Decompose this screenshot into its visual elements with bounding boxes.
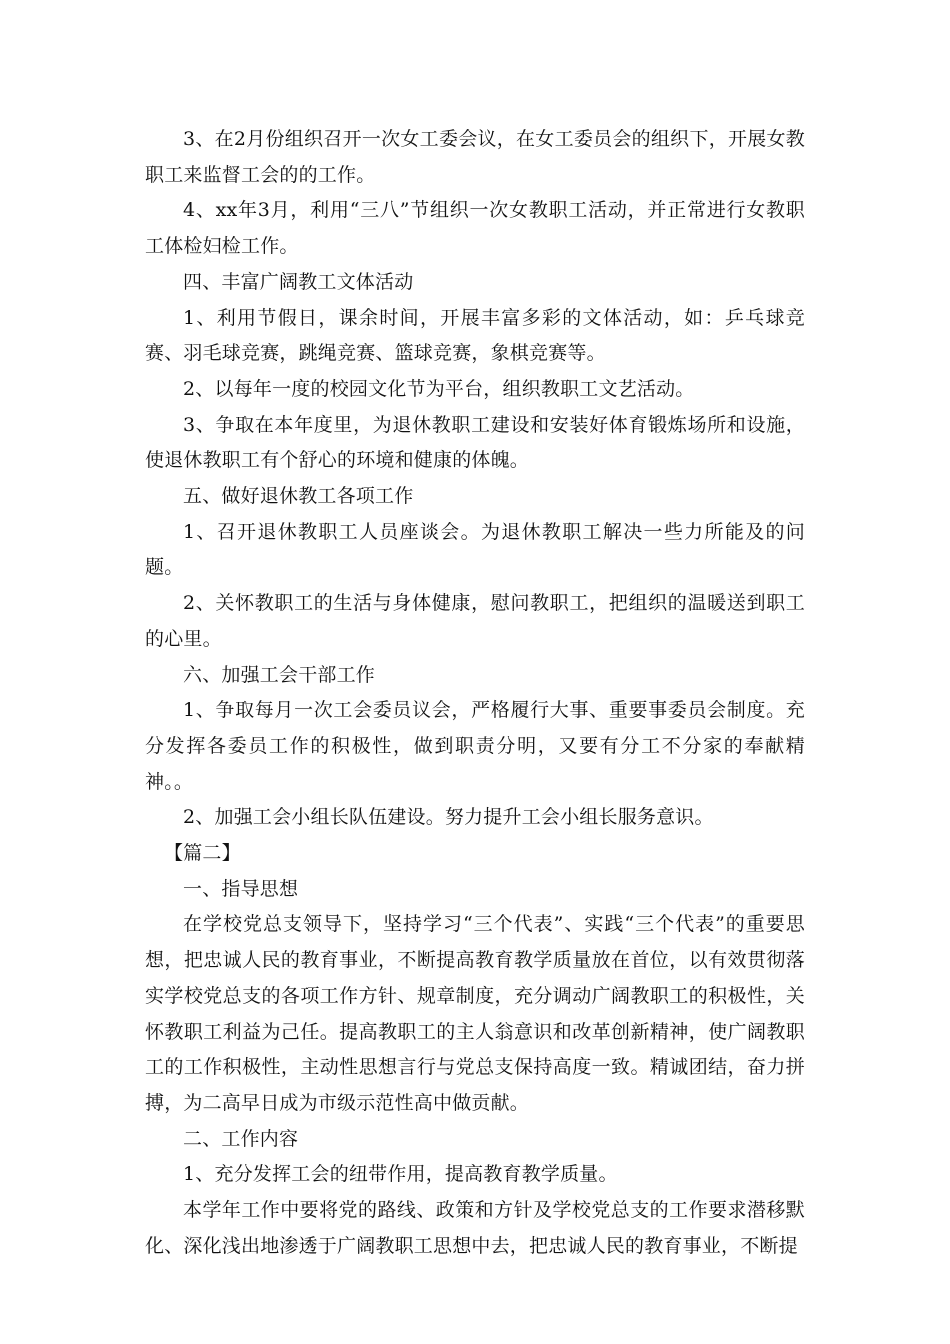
paragraph-women-committee-meeting: 3、在2月份组织召开一次女工委会议，在女工委员会的组织下，开展女教职工来监督工会的的工作。 xyxy=(145,128,805,186)
paragraph-academic-year-work: 本学年工作中要将党的路线、政策和方针及学校党总支的工作要求潜移默化、深化浅出地渗透于广阔教职工思想中去，把忠诚人民的教育事业，不断提 xyxy=(145,1199,805,1257)
paragraph-guiding-ideology-body: 在学校党总支领导下，坚持学习“三个代表”、实践“三个代表”的重要思想，把忠诚人民的教育事业，不断提高教育教学质量放在首位，以有效贯彻落实学校党总支的各项工作方针、规章制度，充分调动广阔教职工的积极性，关怀教职工利益为己任。提高教职工的主人翁意识和改革创新精神，使广阔教职工的工作积极性，主动性思想言行与党总支保持高度一致。精诚团结，奋力拼搏，为二高早日成为市级示范性高中做贡献。 xyxy=(145,913,805,1114)
paragraph-march-eighth-activity: 4、xx年3月，利用“三八”节组织一次女教职工活动，并正常进行女教职工体检妇检工作。 xyxy=(145,199,805,258)
document-page xyxy=(145,122,805,1265)
heading-retired-staff-work: 五、做好退休教工各项工作 xyxy=(183,485,414,508)
paragraph-monthly-committee-meeting: 1、争取每月一次工会委员议会，严格履行大事、重要事委员会制度。充分发挥各委员工作的积极性，做到职责分明，又要有分工不分家的奉献精神。。 xyxy=(145,699,805,793)
heading-work-content: 二、工作内容 xyxy=(183,1127,299,1150)
paragraph-retiree-forum: 1、召开退休教职工人员座谈会。为退休教职工解决一些力所能及的问题。 xyxy=(145,520,805,579)
paragraph-retiree-facilities: 3、争取在本年度里，为退休教职工建设和安装好体育锻炼场所和设施，使退休教职工有个舒心的环境和健康的体魄。 xyxy=(145,413,805,472)
heading-union-cadre-work: 六、加强工会干部工作 xyxy=(183,663,376,686)
heading-guiding-ideology: 一、指导思想 xyxy=(183,877,299,900)
paragraph-campus-culture-festival: 2、以每年一度的校园文化节为平台，组织教职工文艺活动。 xyxy=(183,377,695,400)
section-marker-part-two: 【篇二】 xyxy=(164,842,241,865)
paragraph-staff-care: 2、关怀教职工的生活与身体健康，慰问教职工，把组织的温暖送到职工的心里。 xyxy=(145,592,805,650)
paragraph-holiday-activities: 1、利用节假日，课余时间，开展丰富多彩的文体活动，如：乒乓球竞赛、羽毛球竞赛，跳绳竞赛、篮球竞赛，象棋竞赛等。 xyxy=(145,306,805,365)
paragraph-group-leader-team: 2、加强工会小组长队伍建设。努力提升工会小组长服务意识。 xyxy=(183,806,714,829)
heading-cultural-sports-activities: 四、丰富广阔教工文体活动 xyxy=(183,270,414,293)
paragraph-union-link-role: 1、充分发挥工会的纽带作用，提高教育教学质量。 xyxy=(183,1163,618,1186)
